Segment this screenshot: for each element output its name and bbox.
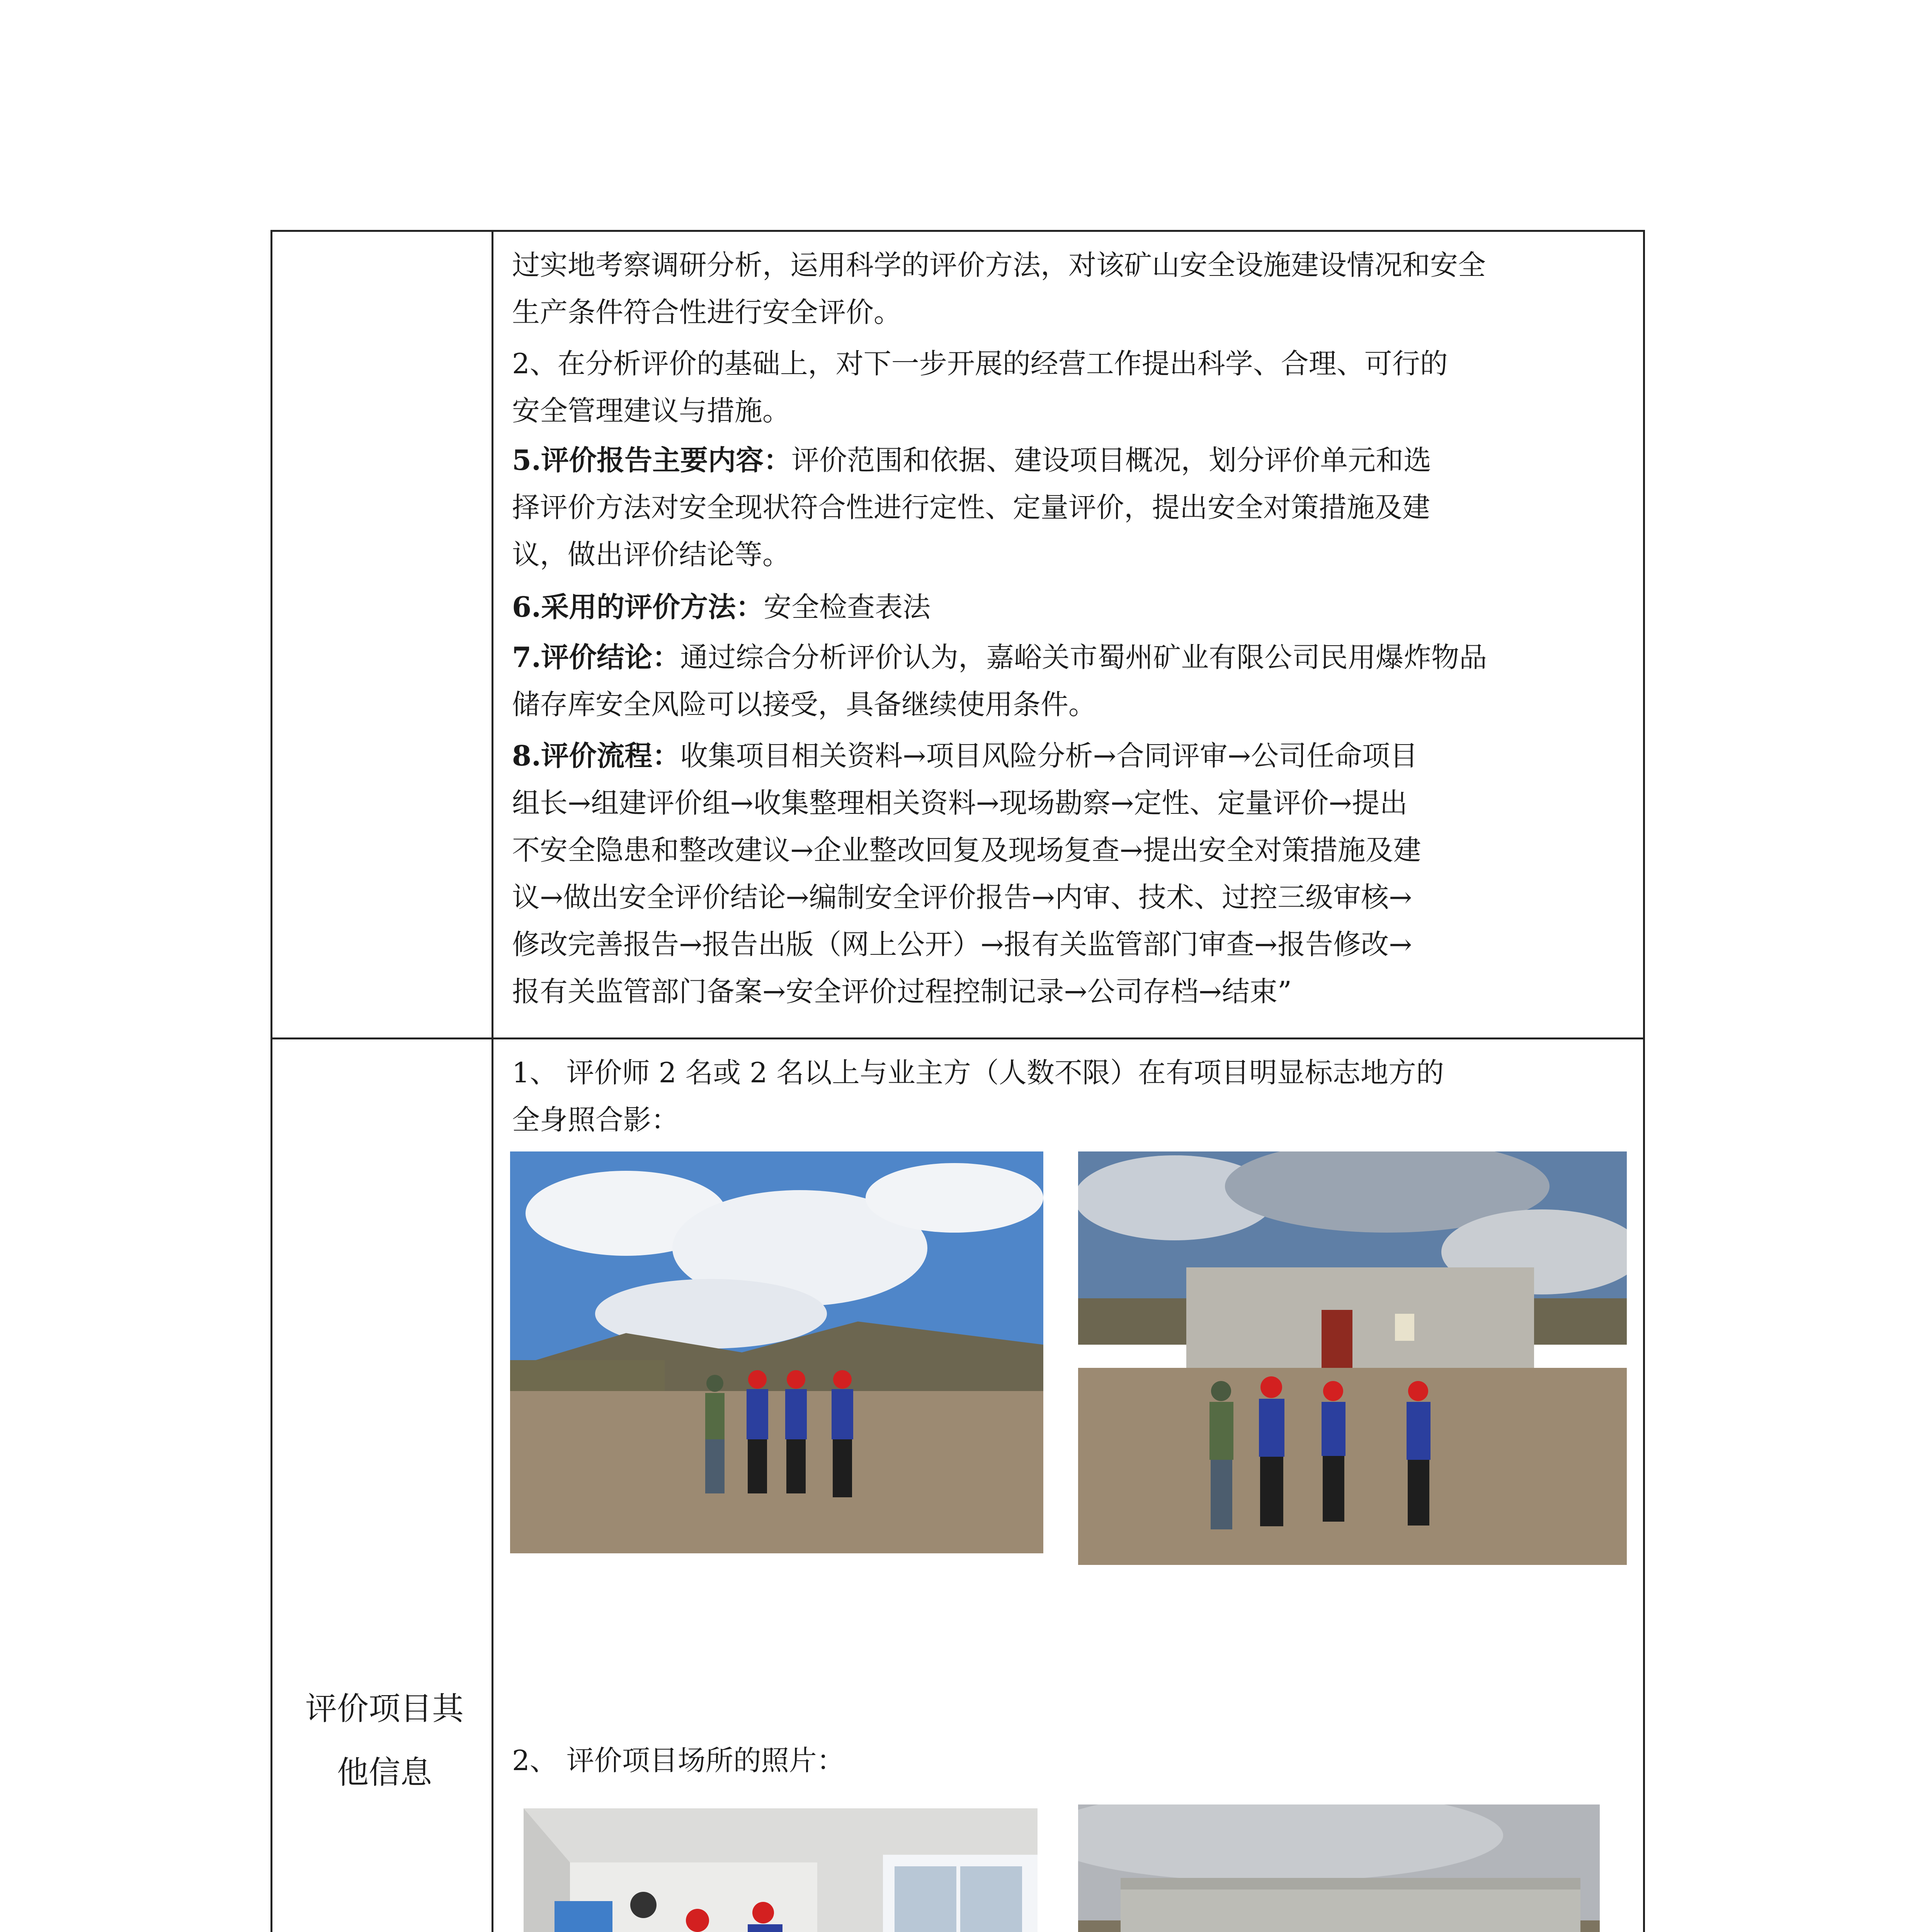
item-5-line-2: 择评价方法对安全现状符合性进行定性、定量评价，提出安全对策措施及建 (512, 491, 1431, 524)
item-5-line-3: 议，做出评价结论等。 (512, 538, 791, 571)
item-2-line-2: 安全管理建议与措施。 (512, 395, 791, 427)
item-7-text-1: 通过综合分析评价认为，嘉峪关市蜀州矿业有限公司民用爆炸物品 (680, 641, 1487, 673)
item-7-paragraph (512, 634, 1487, 728)
item-8-line-3: 不安全隐患和整改建议→企业整改回复及现场复查→提出安全对策措施及建 (512, 834, 1421, 866)
group-photo-building (1078, 1151, 1627, 1565)
photo-section-1-caption (512, 1049, 1444, 1143)
item-6-label: 6.采用的评价方法： (512, 590, 764, 623)
item-6-paragraph (512, 583, 930, 631)
item-8-line-6: 报有关监管部门备案→安全评价过程控制记录→公司存档→结束” (512, 975, 1292, 1008)
item-7-line-2: 储存库安全风险可以接受，具备继续使用条件。 (512, 688, 1097, 721)
item-8-line-1 (512, 732, 1421, 779)
table-row-divider (270, 1037, 1645, 1039)
photo-section-1-line-2: 全身照合影： (512, 1104, 679, 1136)
row-label-line-1: 评价项目其 (305, 1690, 464, 1727)
table-border-right (1643, 230, 1645, 1932)
intro-line-2: 生产条件符合性进行安全评价。 (512, 296, 902, 328)
item-8-paragraph (512, 732, 1421, 1015)
group-photo-berm (510, 1151, 1043, 1553)
photo-section-1-line-1: 1、 评价师 2 名或 2 名以上与业主方（人数不限）在有项目明显标志地方的 (512, 1056, 1444, 1089)
item-8-line-5: 修改完善报告→报告出版（网上公开）→报有关监管部门审查→报告修改→ (512, 928, 1412, 961)
item-8-text-1: 收集项目相关资料→项目风险分析→合同评审→公司任命项目 (680, 740, 1418, 772)
intro-line-1: 过实地考察调研分析，运用科学的评价方法，对该矿山安全设施建设情况和安全 (512, 249, 1486, 281)
item-6-text: 安全检查表法 (764, 591, 931, 623)
item-8-line-4: 议→做出安全评价结论→编制安全评价报告→内审、技术、过控三级审核→ (512, 881, 1412, 913)
table-border-left (270, 230, 272, 1932)
storage-building-photo (1078, 1804, 1600, 1932)
row-label-line-2: 他信息 (337, 1754, 432, 1791)
item-8-line-2: 组长→组建评价组→收集整理相关资料→现场勘察→定性、定量评价→提出 (512, 787, 1408, 819)
item-5-text-1: 评价范围和依据、建设项目概况，划分评价单元和选 (791, 444, 1432, 476)
item-2-line-1: 2、在分析评价的基础上，对下一步开展的经营工作提出科学、合理、可行的 (512, 347, 1448, 380)
item-5-paragraph (512, 437, 1431, 578)
item-5-line-1 (512, 437, 1431, 484)
row-label-other-info (276, 1677, 493, 1804)
photo-section-2-caption: 2、 评价项目场所的照片： (512, 1744, 845, 1777)
item-7-label: 7.评价结论： (512, 641, 680, 673)
item-7-line-1 (512, 634, 1487, 681)
evaluation-description (512, 242, 1486, 336)
table-border-top (270, 230, 1645, 232)
item-5-label: 5.评价报告主要内容： (512, 444, 792, 476)
item-6-line (512, 583, 930, 631)
item-8-label: 8.评价流程： (512, 739, 680, 772)
control-room-photo (524, 1808, 1038, 1932)
item-2-paragraph (512, 340, 1448, 434)
